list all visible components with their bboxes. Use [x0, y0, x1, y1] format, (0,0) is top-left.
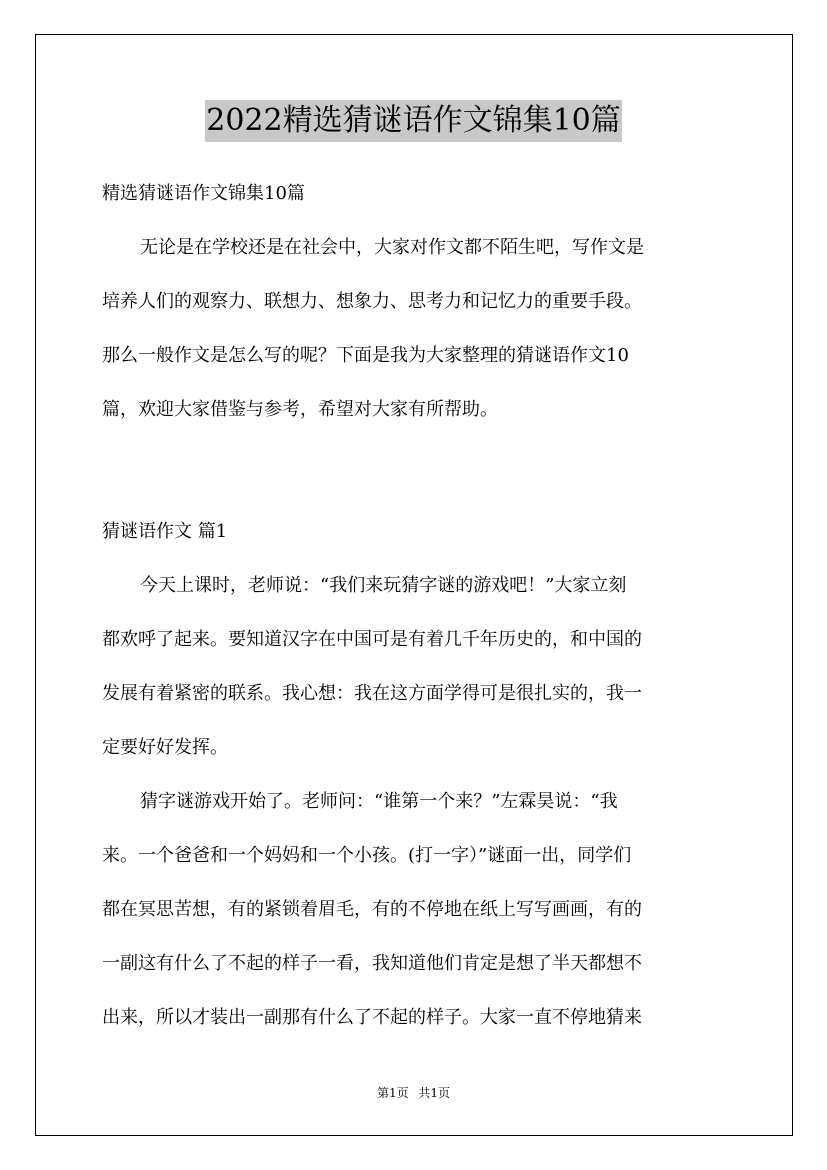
- paragraph-line: 出来，所以才装出一副那有什么了不起的样子。大家一直不停地猜来: [102, 1007, 642, 1028]
- intro-paragraph: [102, 230, 729, 428]
- paragraph-line: 一副这有什么了不起的样子一看，我知道他们肯定是想了半天都想不: [102, 953, 642, 974]
- document-title: 2022精选猜谜语作文锦集10篇: [205, 100, 622, 142]
- intro-line: 篇，欢迎大家借鉴与参考，希望对大家有所帮助。: [102, 399, 498, 420]
- intro-line: 培养人们的观察力、联想力、想象力、思考力和记忆力的重要手段。: [102, 291, 642, 312]
- document-subtitle: 精选猜谜语作文锦集10篇: [102, 183, 305, 204]
- paragraph-line: 都在冥思苦想，有的紧锁着眉毛，有的不停地在纸上写写画画，有的: [102, 899, 642, 920]
- paragraph-1: [102, 568, 729, 766]
- intro-line: 无论是在学校还是在社会中，大家对作文都不陌生吧，写作文是: [140, 237, 644, 258]
- paragraph-line: 猜字谜游戏开始了。老师问：“谁第一个来？”左霖昊说：“我: [140, 791, 618, 812]
- paragraph-line: 今天上课时，老师说：“我们来玩猜字谜的游戏吧！”大家立刻: [140, 575, 627, 596]
- title-wrap: [0, 100, 827, 142]
- intro-line: 那么一般作文是怎么写的呢？下面是我为大家整理的猜谜语作文10: [102, 345, 629, 366]
- paragraph-line: 发展有着紧密的联系。我心想：我在这方面学得可是很扎实的，我一: [102, 683, 642, 704]
- section-gap: [102, 446, 729, 514]
- paragraph-2: [102, 784, 729, 1036]
- section-heading: 猜谜语作文 篇1: [102, 521, 228, 542]
- paragraph-line: 都欢呼了起来。要知道汉字在中国可是有着几千年历史的，和中国的: [102, 629, 642, 650]
- page-total: 共1页: [418, 1086, 451, 1100]
- paragraph-line: 来。一个爸爸和一个妈妈和一个小孩。(打一字）”谜面一出，同学们: [102, 845, 632, 866]
- page-footer: [0, 1084, 827, 1102]
- paragraph-line: 定要好好发挥。: [102, 737, 228, 758]
- page-number: 第1页: [376, 1086, 409, 1100]
- document-body: [102, 176, 729, 1054]
